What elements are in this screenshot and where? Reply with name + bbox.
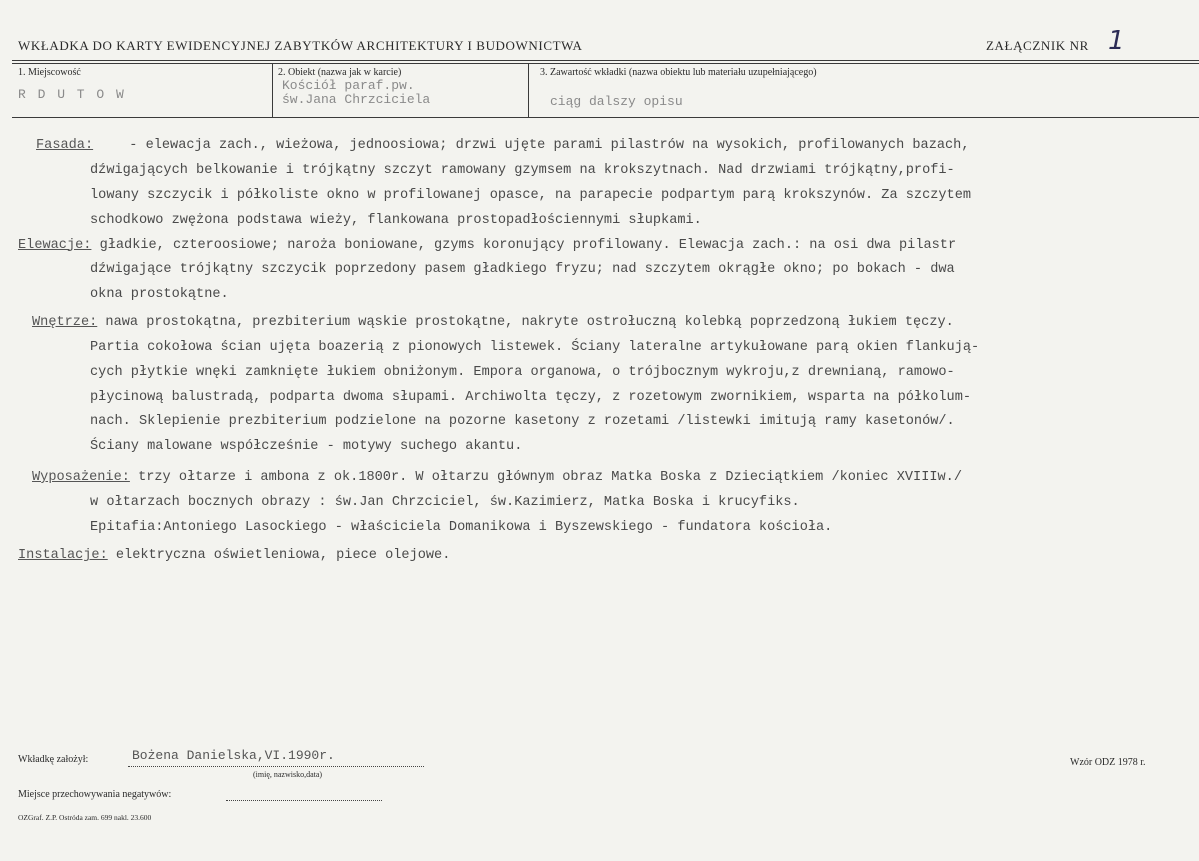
prepared-label: Wkładkę założył: (18, 754, 89, 765)
prepared-dotline (128, 766, 424, 767)
annex-label: ZAŁĄCZNIK NR (986, 38, 1089, 53)
wnetrze-line-3: cych płytkie wnęki zamknięte łukiem obniżonym. Empora organowa, o trójbocznym wykroju,z drewnianą, ramowo- (90, 364, 955, 380)
content-value: ciąg dalszy opisu (550, 94, 683, 109)
prepared-hint: (imię, nazwisko,data) (253, 770, 323, 779)
annex-number: 1 (1108, 26, 1125, 56)
negatives-label: Miejsce przechowywania negatywów: (18, 789, 172, 800)
wyposazenie-line-3: Epitafia:Antoniego Lasockiego - właściciela Domanikowa i Byszewskiego - fundatora kościoła. (90, 519, 833, 535)
wnetrze-heading: Wnętrze: (32, 315, 98, 331)
elewacje-line-2: dźwigające trójkątny szczycik poprzedony pasem gładkiego fryzu; nad szczytem okrągłe okno; po bokach - dwa (90, 262, 955, 278)
fasada-heading: Fasada: (36, 138, 94, 154)
elewacje-line-1: gładkie, czteroosiowe; naroża boniowane, gzyms koronujący profilowany. Elewacja zach.: na osi dwa pilastr (91, 237, 957, 253)
form-title: WKŁADKA DO KARTY EWIDENCYJNEJ ZABYTKÓW ARCHITEKTURY I BUDOWNICTWA (18, 38, 583, 53)
field-divider-1 (272, 63, 273, 117)
section-fasada (18, 140, 1198, 152)
fasada-line-4: schodkowo zwężona podstawa wieży, flankowana prostopadłościennymi słupkami. (90, 212, 702, 228)
content-label: 3. Zawartość wkładki (nazwa obiektu lub materiału uzupełniającego) (540, 67, 817, 78)
locality-value: R D U T O W (18, 87, 126, 102)
negatives-dotline (226, 800, 382, 801)
description-body (18, 128, 1198, 575)
section-wnetrze (18, 317, 1198, 329)
elewacje-heading: Elewacje: (18, 237, 92, 253)
object-value-line2: św.Jana Chrzciciela (282, 92, 431, 107)
field-divider-2 (528, 63, 529, 117)
wyposazenie-line-2: w ołtarzach bocznych obrazy : św.Jan Chrzciciel, św.Kazimierz, Matka Boska i krucyfiks. (90, 494, 800, 510)
object-label: 2. Obiekt (nazwa jak w karcie) (278, 67, 402, 78)
header-rule-bottom (12, 117, 1199, 118)
section-instalacje (18, 550, 1198, 562)
wnetrze-line-4: płycinową balustradą, podparta dwoma słupami. Archiwolta tęczy, z rozetowym zwornikiem, wsparta na półkolum- (90, 389, 972, 405)
header-rule-top-2 (12, 63, 1199, 64)
printer-info: OZGraf. Z.P. Ostróda zam. 699 nakl. 23.600 (18, 813, 152, 822)
wnetrze-line-5: nach. Sklepienie prezbiterium podzielone na pozorne kasetony z rozetami /listewki imitują ramy kasetonów/. (90, 414, 955, 430)
wnetrze-line-1: nawa prostokątna, prezbiterium wąskie prostokątne, nakryte ostrołuczną kolebką poprzedzoną łukiem tęczy. (97, 315, 954, 331)
wyposazenie-line-1: trzy ołtarze i ambona z ok.1800r. W ołtarzu głównym obraz Matka Boska z Dzieciątkiem /koniec XVIIIw./ (129, 469, 962, 485)
section-wyposazenie (18, 469, 1198, 485)
fasada-line-1: - elewacja zach., wieżowa, jednoosiowa; drzwi ujęte parami pilastrów na wysokich, profilowanych bazach, (121, 138, 970, 154)
fasada-line-2: dźwigających belkowanie i trójkątny szczyt ramowany gzymsem na krokszytnach. Nad drzwiami trójkątny,profi- (90, 163, 955, 179)
instalacje-heading: Instalacje: (18, 548, 108, 564)
model-label: Wzór ODZ 1978 r. (1070, 757, 1146, 768)
prepared-value: Bożena Danielska,VI.1990r. (132, 748, 335, 763)
fasada-line-3: lowany szczycik i półkoliste okno w profilowanej opasce, na parapecie podpartym parą krokszynów. Za szczytem (90, 188, 972, 204)
section-elewacje (18, 237, 1198, 253)
elewacje-line-3: okna prostokątne. (90, 287, 229, 303)
instalacje-line-1: elektryczna oświetleniowa, piece olejowe. (107, 548, 451, 564)
locality-label: 1. Miejscowość (18, 67, 81, 78)
header-rule-top (12, 60, 1199, 61)
wyposazenie-heading: Wyposażenie: (32, 469, 130, 485)
wnetrze-line-6: Ściany malowane współcześnie - motywy suchego akantu. (90, 439, 523, 455)
wnetrze-line-2: Partia cokołowa ścian ujęta boazerią z pionowych listewek. Ściany lateralne artykułowane parą okien flankują- (90, 339, 980, 355)
object-value-line1: Kościół paraf.pw. (282, 78, 415, 93)
